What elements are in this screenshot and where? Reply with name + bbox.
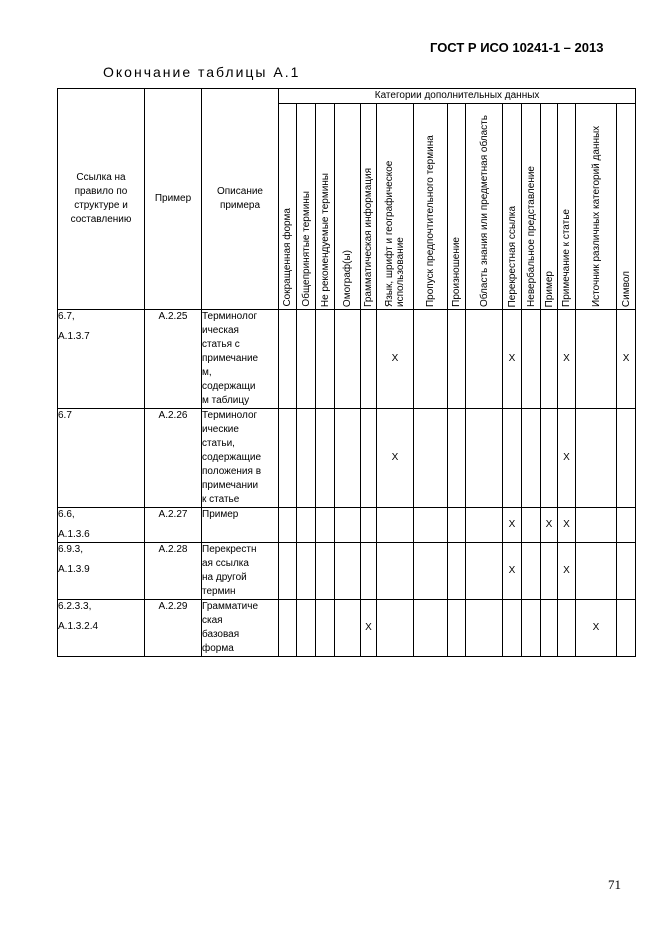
row-ref (58, 543, 145, 600)
mark-cell (522, 508, 541, 543)
row-description (202, 600, 279, 657)
row-example: А.2.25 (145, 310, 202, 409)
category-header (279, 104, 297, 310)
mark-cell (503, 600, 522, 657)
row-description-line: ская (202, 615, 223, 626)
category-label: Область знания или предметная область (478, 115, 490, 307)
mark-cell (576, 310, 617, 409)
mark-cell (466, 600, 503, 657)
mark-cell (414, 508, 448, 543)
category-header (541, 104, 558, 310)
row-description (202, 310, 279, 409)
mark-cell (617, 508, 636, 543)
table-row (58, 310, 636, 409)
category-label: Пропуск предпочтительного термина (425, 135, 436, 307)
mark-cell: X (576, 600, 617, 657)
mark-cell (335, 409, 361, 508)
row-description-line: Грамматиче (202, 601, 259, 612)
row-description (202, 508, 279, 543)
category-label: Омограф(ы) (342, 249, 353, 307)
category-header (466, 104, 503, 310)
header-ref: Ссылка на правило по структуре и составлению (58, 89, 145, 310)
mark-cell (377, 508, 414, 543)
table-row (58, 600, 636, 657)
mark-cell (541, 600, 558, 657)
mark-cell (279, 600, 297, 657)
row-ref-line: А.1.3.6 (58, 529, 90, 540)
row-ref (58, 600, 145, 657)
row-description-line: статья с (202, 339, 240, 350)
mark-cell (558, 600, 576, 657)
row-ref-line: 6.7, (58, 311, 75, 322)
mark-cell (617, 600, 636, 657)
row-description-line: Терминолог (202, 410, 258, 421)
category-label: Сокращенная форма (282, 208, 293, 307)
mark-cell (414, 409, 448, 508)
row-description-line: термин (202, 586, 236, 597)
mark-cell (414, 600, 448, 657)
category-header (414, 104, 448, 310)
row-ref-line: 6.9.3, (58, 544, 84, 555)
row-description-line: к статье (202, 494, 240, 505)
row-description-line: на другой (202, 572, 247, 583)
mark-cell: X (558, 310, 576, 409)
mark-cell (335, 600, 361, 657)
mark-cell (448, 409, 466, 508)
row-description-line: ические (202, 424, 239, 435)
mark-cell (541, 310, 558, 409)
row-description-line: положения в (202, 466, 262, 477)
table-caption: Окончание таблицы А.1 (103, 64, 301, 80)
mark-cell: X (377, 310, 414, 409)
row-description-line: ическая (202, 325, 239, 336)
mark-cell (522, 409, 541, 508)
row-description-line: примечание (202, 353, 259, 364)
category-label: Общепринятые термины (300, 191, 312, 307)
row-description-line: базовая (202, 629, 240, 640)
mark-cell (316, 409, 335, 508)
mark-cell (335, 543, 361, 600)
mark-cell (503, 409, 522, 508)
header-example: Пример (145, 89, 202, 310)
mark-cell (361, 508, 377, 543)
header-categories-group: Категории дополнительных данных (279, 89, 636, 104)
category-header (335, 104, 361, 310)
category-label: Символ (620, 270, 632, 307)
mark-cell: X (558, 409, 576, 508)
page-number: 71 (608, 877, 621, 892)
row-example: А.2.28 (145, 543, 202, 600)
mark-cell: X (503, 543, 522, 600)
category-label: Невербальное представление (525, 166, 537, 307)
table-row (58, 409, 636, 508)
mark-cell (279, 409, 297, 508)
mark-cell (414, 310, 448, 409)
row-ref-line: 6.7 (58, 410, 72, 421)
mark-cell (466, 310, 503, 409)
category-header (377, 104, 414, 310)
mark-cell (448, 600, 466, 657)
mark-cell (335, 310, 361, 409)
category-label: Язык, шрифт и географическое использование (384, 160, 406, 307)
row-ref (58, 508, 145, 543)
mark-cell (297, 508, 316, 543)
mark-cell (377, 543, 414, 600)
mark-cell (617, 543, 636, 600)
row-ref-line: А.1.3.7 (58, 331, 90, 342)
category-header (576, 104, 617, 310)
mark-cell (361, 543, 377, 600)
mark-cell (279, 310, 297, 409)
category-header (361, 104, 377, 310)
category-header (297, 104, 316, 310)
mark-cell (522, 543, 541, 600)
row-ref-line: 6.6, (58, 509, 75, 520)
mark-cell (576, 543, 617, 600)
mark-cell: X (558, 508, 576, 543)
mark-cell: X (361, 600, 377, 657)
mark-cell: X (377, 409, 414, 508)
row-description-line: ая ссылка (202, 558, 249, 569)
category-header (448, 104, 466, 310)
category-label: Примечание к статье (561, 209, 572, 307)
mark-cell (466, 409, 503, 508)
table-row (58, 508, 636, 543)
mark-cell (361, 409, 377, 508)
mark-cell: X (558, 543, 576, 600)
category-label: Произношение (451, 237, 462, 307)
mark-cell (297, 600, 316, 657)
row-ref-line: 6.2.3.3, (58, 601, 92, 612)
category-label: Перекрестная ссылка (506, 205, 518, 307)
row-description-line: примечании (202, 480, 259, 491)
row-description-line: Пример (202, 509, 239, 520)
category-label: Пример (543, 270, 555, 307)
mark-cell (316, 543, 335, 600)
row-description-line: содержащие (202, 452, 262, 463)
row-ref-line: А.1.3.2.4 (58, 621, 99, 632)
table-row (58, 543, 636, 600)
row-description (202, 543, 279, 600)
mark-cell (466, 543, 503, 600)
mark-cell (335, 508, 361, 543)
category-header (558, 104, 576, 310)
row-example: А.2.26 (145, 409, 202, 508)
category-header (316, 104, 335, 310)
mark-cell (377, 600, 414, 657)
mark-cell (297, 310, 316, 409)
row-description-line: м, (202, 367, 212, 378)
row-description-line: Перекрестн (202, 544, 257, 555)
mark-cell (522, 310, 541, 409)
row-ref (58, 409, 145, 508)
category-label: Грамматическая информация (363, 168, 374, 307)
row-description-line: содержащи (202, 381, 256, 392)
mark-cell (576, 409, 617, 508)
mark-cell (297, 543, 316, 600)
mark-cell (316, 600, 335, 657)
category-label: Не рекомендуемые термины (319, 172, 331, 307)
category-header (503, 104, 522, 310)
mark-cell (448, 508, 466, 543)
additional-data-table (57, 88, 636, 657)
row-example: А.2.29 (145, 600, 202, 657)
mark-cell (522, 600, 541, 657)
category-header (522, 104, 541, 310)
document-header: ГОСТ Р ИСО 10241-1 – 2013 (430, 40, 604, 55)
mark-cell (617, 409, 636, 508)
mark-cell (279, 508, 297, 543)
row-description-line: форма (202, 643, 234, 654)
row-description (202, 409, 279, 508)
mark-cell (541, 543, 558, 600)
mark-cell: X (541, 508, 558, 543)
row-ref (58, 310, 145, 409)
mark-cell (414, 543, 448, 600)
mark-cell (466, 508, 503, 543)
mark-cell (316, 508, 335, 543)
row-description-line: Терминолог (202, 311, 258, 322)
row-description-line: м таблицу (202, 395, 250, 406)
mark-cell (541, 409, 558, 508)
mark-cell: X (503, 508, 522, 543)
category-label: Источник различных категорий данных (590, 125, 602, 307)
mark-cell (576, 508, 617, 543)
mark-cell (316, 310, 335, 409)
mark-cell: X (617, 310, 636, 409)
mark-cell: X (503, 310, 522, 409)
row-example: А.2.27 (145, 508, 202, 543)
mark-cell (448, 543, 466, 600)
category-header (617, 104, 636, 310)
row-description-line: статьи, (202, 438, 235, 449)
mark-cell (279, 543, 297, 600)
header-description: Описание примера (202, 89, 279, 310)
mark-cell (361, 310, 377, 409)
row-ref-line: А.1.3.9 (58, 564, 90, 575)
mark-cell (297, 409, 316, 508)
mark-cell (448, 310, 466, 409)
